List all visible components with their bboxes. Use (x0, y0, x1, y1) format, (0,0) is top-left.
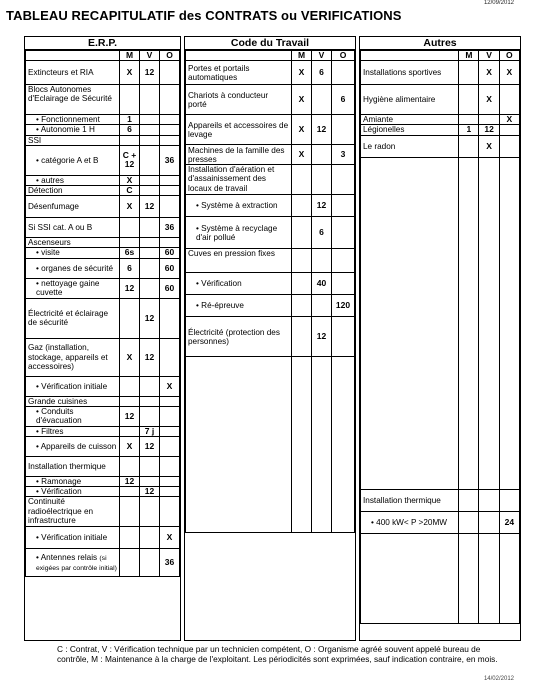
table-row (361, 61, 520, 85)
cell-m (120, 85, 140, 115)
cell-v: 12 (140, 437, 160, 457)
cell-v (140, 248, 160, 258)
cell-m (120, 527, 140, 549)
row-label: • Système à extraction (186, 195, 292, 217)
cell-v (479, 489, 499, 511)
cell-v: 6 (312, 217, 332, 249)
table-row (26, 258, 180, 278)
cell-m (292, 195, 312, 217)
cell-o: 24 (499, 511, 519, 533)
table-row (361, 489, 520, 511)
legend-footnote: C : Contrat, V : Vérification technique par un technicien compétent, O : Organisme agréé souvent appelé bureau de contrôle, M : Maintenance à la charge de l'exploitant. Les périodicités sont exprimées, sauf indication contraire, en mois. (57, 644, 498, 664)
table-row (26, 338, 180, 376)
cell-m (120, 457, 140, 477)
cell-o: 60 (160, 248, 180, 258)
table-row (186, 273, 355, 295)
cell-v (140, 218, 160, 238)
cell-m (459, 85, 479, 115)
cell-v (140, 549, 160, 577)
cell-v (140, 477, 160, 487)
empty-cell (459, 157, 479, 489)
col-v: V (312, 51, 332, 61)
travail-table (185, 50, 355, 533)
cell-o (160, 85, 180, 115)
row-label: Amiante (361, 115, 459, 125)
cell-o (160, 396, 180, 406)
row-label: Cuves en pression fixes (186, 249, 292, 273)
row-label: • Système à recyclage d'air pollué (186, 217, 292, 249)
cell-m (292, 295, 312, 317)
cell-v (140, 457, 160, 477)
cell-o: 36 (160, 218, 180, 238)
cell-o (499, 85, 519, 115)
table-row (26, 278, 180, 298)
row-label: Chariots à conducteur porté (186, 85, 292, 115)
cell-v (140, 497, 160, 527)
table-row (26, 406, 180, 426)
cell-v (140, 175, 160, 185)
cell-m: X (292, 85, 312, 115)
table-row (186, 357, 355, 533)
travail-panel (184, 36, 356, 641)
cell-v (312, 249, 332, 273)
cell-o: 36 (160, 549, 180, 577)
row-label: Installation thermique (361, 489, 459, 511)
empty-cell (312, 357, 332, 533)
cell-m: X (120, 196, 140, 218)
cell-o: 36 (160, 145, 180, 175)
cell-v (312, 295, 332, 317)
row-label: Si SSI cat. A ou B (26, 218, 120, 238)
cell-o: X (160, 376, 180, 396)
cell-m (120, 426, 140, 436)
cell-v: 7 j (140, 426, 160, 436)
table-row (26, 396, 180, 406)
cell-o (160, 457, 180, 477)
col-v: V (479, 51, 499, 61)
date-footer: 14/02/2012 (483, 676, 514, 682)
table-row (186, 115, 355, 145)
cell-m (120, 135, 140, 145)
cell-o (332, 195, 355, 217)
cell-o (499, 135, 519, 157)
cell-o: 60 (160, 278, 180, 298)
row-label: Portes et portails automatiques (186, 61, 292, 85)
table-row (361, 511, 520, 533)
cell-o: X (499, 61, 519, 85)
cell-v: 6 (312, 61, 332, 85)
row-label: Légionelles (361, 125, 459, 135)
cell-m (292, 249, 312, 273)
row-label: Continuité radioélectrique en infrastructure (26, 497, 120, 527)
table-row (26, 196, 180, 218)
cell-v (140, 135, 160, 145)
cell-o (160, 61, 180, 85)
row-label: Installation d'aération et d'assainissement des locaux de travail (186, 165, 292, 195)
table-row (186, 165, 355, 195)
cell-o (160, 406, 180, 426)
cell-v (312, 85, 332, 115)
empty-cell (459, 533, 479, 623)
table-row (186, 295, 355, 317)
cell-m: X (120, 338, 140, 376)
cell-v: 12 (312, 317, 332, 357)
table-row (186, 61, 355, 85)
cell-v (312, 145, 332, 165)
cell-v: 12 (140, 61, 160, 85)
row-label: Hygiène alimentaire (361, 85, 459, 115)
row-label: • Autonomie 1 H (26, 125, 120, 135)
cell-o (499, 489, 519, 511)
table-row (361, 533, 520, 623)
row-label: Blocs Autonomes d'Eclairage de Sécurité (26, 85, 120, 115)
col-m: M (292, 51, 312, 61)
row-label: • nettoyage gaine cuvette (26, 278, 120, 298)
erp-title: E.R.P. (25, 37, 180, 50)
cell-m (292, 273, 312, 295)
cell-m (292, 317, 312, 357)
cell-o (160, 115, 180, 125)
row-label: Grande cuisines (26, 396, 120, 406)
cell-v: 40 (312, 273, 332, 295)
table-row (26, 248, 180, 258)
cell-o: 60 (160, 258, 180, 278)
table-row (26, 145, 180, 175)
erp-col-header (26, 51, 180, 61)
cell-m: X (120, 437, 140, 457)
table-row (26, 497, 180, 527)
cell-v (140, 145, 160, 175)
cell-v: X (479, 61, 499, 85)
row-label: Le radon (361, 135, 459, 157)
row-label: • Ramonage (26, 477, 120, 487)
row-label: • autres (26, 175, 120, 185)
row-label: Installations sportives (361, 61, 459, 85)
row-label: • Vérification initiale (26, 527, 120, 549)
row-label: • Conduits d'évacuation (26, 406, 120, 426)
table-row (186, 195, 355, 217)
row-label: Installation thermique (26, 457, 120, 477)
erp-panel (24, 36, 181, 641)
row-label: Électricité (protection des personnes) (186, 317, 292, 357)
empty-cell (479, 533, 499, 623)
cell-m: 6 (120, 125, 140, 135)
cell-v (140, 278, 160, 298)
cell-o: 120 (332, 295, 355, 317)
cell-m (120, 549, 140, 577)
date-header: 12/09/2012 (483, 0, 514, 6)
cell-m (292, 165, 312, 195)
cell-o (332, 317, 355, 357)
cell-m (120, 298, 140, 338)
row-label (26, 549, 120, 577)
table-row (186, 317, 355, 357)
table-row (26, 376, 180, 396)
row-label: Appareils et accessoires de levage (186, 115, 292, 145)
antennes-note: (si exigées par contrôle initial) (36, 555, 117, 572)
table-row (186, 249, 355, 273)
table-row (361, 135, 520, 157)
cell-v (140, 238, 160, 248)
cell-v: 12 (479, 125, 499, 135)
table-row (361, 115, 520, 125)
row-label: • Vérification (186, 273, 292, 295)
row-label: • Appareils de cuisson (26, 437, 120, 457)
table-row (361, 85, 520, 115)
cell-v: 12 (140, 298, 160, 338)
empty-cell (479, 157, 499, 489)
table-row (186, 85, 355, 115)
cell-v: 12 (140, 487, 160, 497)
cell-m: X (292, 61, 312, 85)
cell-v (140, 527, 160, 549)
table-row (26, 527, 180, 549)
cell-m: 1 (120, 115, 140, 125)
cell-m: X (292, 145, 312, 165)
label-col (361, 51, 459, 61)
autres-col-header (361, 51, 520, 61)
table-row (26, 549, 180, 577)
cell-o (160, 135, 180, 145)
cell-v: X (479, 135, 499, 157)
table-row (26, 426, 180, 436)
cell-m: 12 (120, 278, 140, 298)
autres-panel (359, 36, 521, 641)
label-col (186, 51, 292, 61)
row-label: • Vérification initiale (26, 376, 120, 396)
cell-m (459, 489, 479, 511)
cell-m: 12 (120, 406, 140, 426)
col-o: O (499, 51, 519, 61)
cell-v (140, 85, 160, 115)
autres-title: Autres (360, 37, 520, 50)
table-row (186, 217, 355, 249)
table-row (26, 238, 180, 248)
table-row (26, 125, 180, 135)
table-row (26, 135, 180, 145)
row-label: SSI (26, 135, 120, 145)
row-label: Extincteurs et RIA (26, 61, 120, 85)
cell-o (160, 437, 180, 457)
cell-v (479, 115, 499, 125)
cell-o (160, 487, 180, 497)
antennes-label: Antennes relais (40, 553, 98, 563)
row-label: Électricité et éclairage de sécurité (26, 298, 120, 338)
cell-v (312, 165, 332, 195)
row-label: • Filtres (26, 426, 120, 436)
cell-m (120, 238, 140, 248)
autres-table (360, 50, 520, 624)
cell-m (120, 218, 140, 238)
row-label: • Ré-épreuve (186, 295, 292, 317)
cell-o (332, 165, 355, 195)
row-label: • Fonctionnement (26, 115, 120, 125)
empty-cell (361, 533, 459, 623)
table-row (26, 186, 180, 196)
cell-o (160, 125, 180, 135)
row-label: • visite (26, 248, 120, 258)
cell-o (160, 426, 180, 436)
table-row (361, 157, 520, 489)
cell-o: 3 (332, 145, 355, 165)
cell-m: X (292, 115, 312, 145)
page-title: TABLEAU RECAPITULATIF des CONTRATS ou VERIFICATIONS (6, 8, 402, 23)
empty-cell (499, 157, 519, 489)
travail-col-header (186, 51, 355, 61)
cell-v: 12 (140, 338, 160, 376)
cell-o (160, 338, 180, 376)
cell-v (140, 115, 160, 125)
cell-o (332, 217, 355, 249)
cell-o (160, 186, 180, 196)
cell-m (459, 511, 479, 533)
cell-v (140, 125, 160, 135)
cell-v (140, 396, 160, 406)
cell-m: X (120, 61, 140, 85)
cell-v: 12 (312, 115, 332, 145)
col-m: M (459, 51, 479, 61)
table-row (26, 115, 180, 125)
cell-m (120, 497, 140, 527)
row-label: Gaz (installation, stockage, appareils et accessoires) (26, 338, 120, 376)
row-label: Désenfumage (26, 196, 120, 218)
label-col (26, 51, 120, 61)
cell-o (332, 61, 355, 85)
table-row (26, 457, 180, 477)
cell-o (332, 273, 355, 295)
travail-title: Code du Travail (185, 37, 355, 50)
table-row (26, 175, 180, 185)
table-row (26, 218, 180, 238)
col-o: O (160, 51, 180, 61)
row-label: Ascenseurs (26, 238, 120, 248)
cell-m (120, 487, 140, 497)
cell-o (160, 298, 180, 338)
row-label: Détection (26, 186, 120, 196)
row-label: • organes de sécurité (26, 258, 120, 278)
cell-o (160, 196, 180, 218)
cell-m: C + 12 (120, 145, 140, 175)
cell-o (332, 249, 355, 273)
table-row (361, 125, 520, 135)
table-row (26, 477, 180, 487)
cell-v (479, 511, 499, 533)
row-label: Machines de la famille des presses (186, 145, 292, 165)
cell-m (459, 115, 479, 125)
col-m: M (120, 51, 140, 61)
cell-m: 6 (120, 258, 140, 278)
erp-table (25, 50, 180, 577)
col-o: O (332, 51, 355, 61)
cell-o (160, 175, 180, 185)
cell-v (140, 186, 160, 196)
row-label: • catégorie A et B (26, 145, 120, 175)
empty-cell (499, 533, 519, 623)
row-label: • Vérification (26, 487, 120, 497)
cell-o: X (499, 115, 519, 125)
cell-m (120, 376, 140, 396)
cell-o: X (160, 527, 180, 549)
row-label: • 400 kW< P >20MW (361, 511, 459, 533)
cell-v: 12 (312, 195, 332, 217)
cell-v: X (479, 85, 499, 115)
cell-v (140, 406, 160, 426)
table-row (26, 487, 180, 497)
cell-o (332, 115, 355, 145)
table-row (26, 298, 180, 338)
cell-m (120, 396, 140, 406)
table-row (26, 85, 180, 115)
cell-o (499, 125, 519, 135)
cell-o (160, 497, 180, 527)
empty-cell (332, 357, 355, 533)
table-row (186, 145, 355, 165)
cell-o (160, 477, 180, 487)
cell-v (140, 376, 160, 396)
cell-m (292, 217, 312, 249)
cell-m: C (120, 186, 140, 196)
cell-v: 12 (140, 196, 160, 218)
cell-m (459, 61, 479, 85)
cell-m: 1 (459, 125, 479, 135)
table-row (26, 437, 180, 457)
cell-o (160, 238, 180, 248)
cell-m: 6s (120, 248, 140, 258)
table-row (26, 61, 180, 85)
cell-m (459, 135, 479, 157)
col-v: V (140, 51, 160, 61)
cell-m: X (120, 175, 140, 185)
cell-m: 12 (120, 477, 140, 487)
empty-cell (361, 157, 459, 489)
cell-v (140, 258, 160, 278)
empty-cell (186, 357, 292, 533)
empty-cell (292, 357, 312, 533)
cell-o: 6 (332, 85, 355, 115)
